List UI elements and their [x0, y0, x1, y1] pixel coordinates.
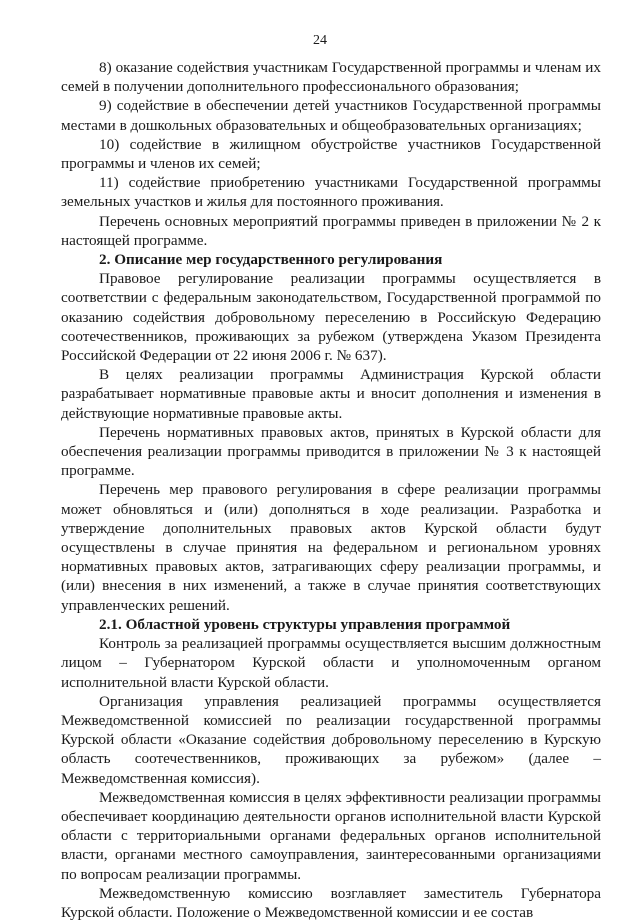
- paragraph: Правовое регулирование реализации программы осуществляется в соответствии с федеральным законодательством, Государственной программой по оказанию содействия добровольному переселению в Российскую Федерацию соотечественников, проживающих за рубежом (утверждена Указом Президента Российской Федерации от 22 июня 2006 г. № 637).: [61, 270, 601, 365]
- paragraph: 8) оказание содействия участникам Государственной программы и членам их семей в получении дополнительного профессионального образования;: [61, 59, 601, 96]
- paragraph: Организация управления реализацией программы осуществляется Межведомственной комиссией по реализации государственной программы Курской области «Оказание содействия добровольному переселению в Курскую область соотечественников, проживающих за рубежом» (далее – Межведомственная комиссия).: [61, 692, 601, 787]
- paragraph: Контроль за реализацией программы осуществляется высшим должностным лицом – Губернатором Курской области и уполномоченным органом исполнительной власти Курской области.: [61, 635, 601, 691]
- paragraph: Межведомственную комиссию возглавляет заместитель Губернатора Курской области. Положение о Межведомственной комиссии и ее состав: [61, 884, 601, 921]
- paragraph: 9) содействие в обеспечении детей участников Государственной программы местами в дошкольных образовательных и общеобразовательных организациях;: [61, 97, 601, 134]
- paragraph: Перечень основных мероприятий программы приведен в приложении № 2 к настоящей программе.: [61, 212, 601, 249]
- page-number: 24: [313, 33, 327, 48]
- section-heading: 2.1. Областной уровень структуры управления программой: [99, 615, 511, 633]
- document-body: [61, 58, 601, 922]
- paragraph: Перечень нормативных правовых актов, принятых в Курской области для обеспечения реализации программы приводится в приложении № 3 к настоящей программе.: [61, 423, 601, 480]
- paragraph: Межведомственная комиссия в целях эффективности реализации программы обеспечивает координацию деятельности органов исполнительной власти Курской области с территориальными органами федеральных органов исполнительной власти, органами местного самоуправления, заинтересованными организациями по вопросам реализации программы.: [61, 788, 601, 883]
- paragraph: 11) содействие приобретению участниками Государственной программы земельных участков и жилья для постоянного проживания.: [61, 174, 601, 211]
- paragraph: Перечень мер правового регулирования в сфере реализации программы может обновляться и (или) дополняться в ходе реализации. Разработка и утверждение дополнительных правовых актов Курской области будут осуществлены в случае принятия на федеральном и региональном уровнях нормативных правовых актов, затрагивающих сферу реализации программы, и (или) внесения в них изменений, а также в случае принятия соответствующих управленческих решений.: [61, 481, 601, 614]
- paragraph: В целях реализации программы Администрация Курской области разрабатывает нормативные правовые акты и вносит дополнения и изменения в действующие нормативные правовые акты.: [61, 366, 601, 422]
- section-heading: 2. Описание мер государственного регулирования: [99, 251, 443, 269]
- paragraph: 10) содействие в жилищном обустройстве участников Государственной программы и членов их семей;: [61, 135, 601, 173]
